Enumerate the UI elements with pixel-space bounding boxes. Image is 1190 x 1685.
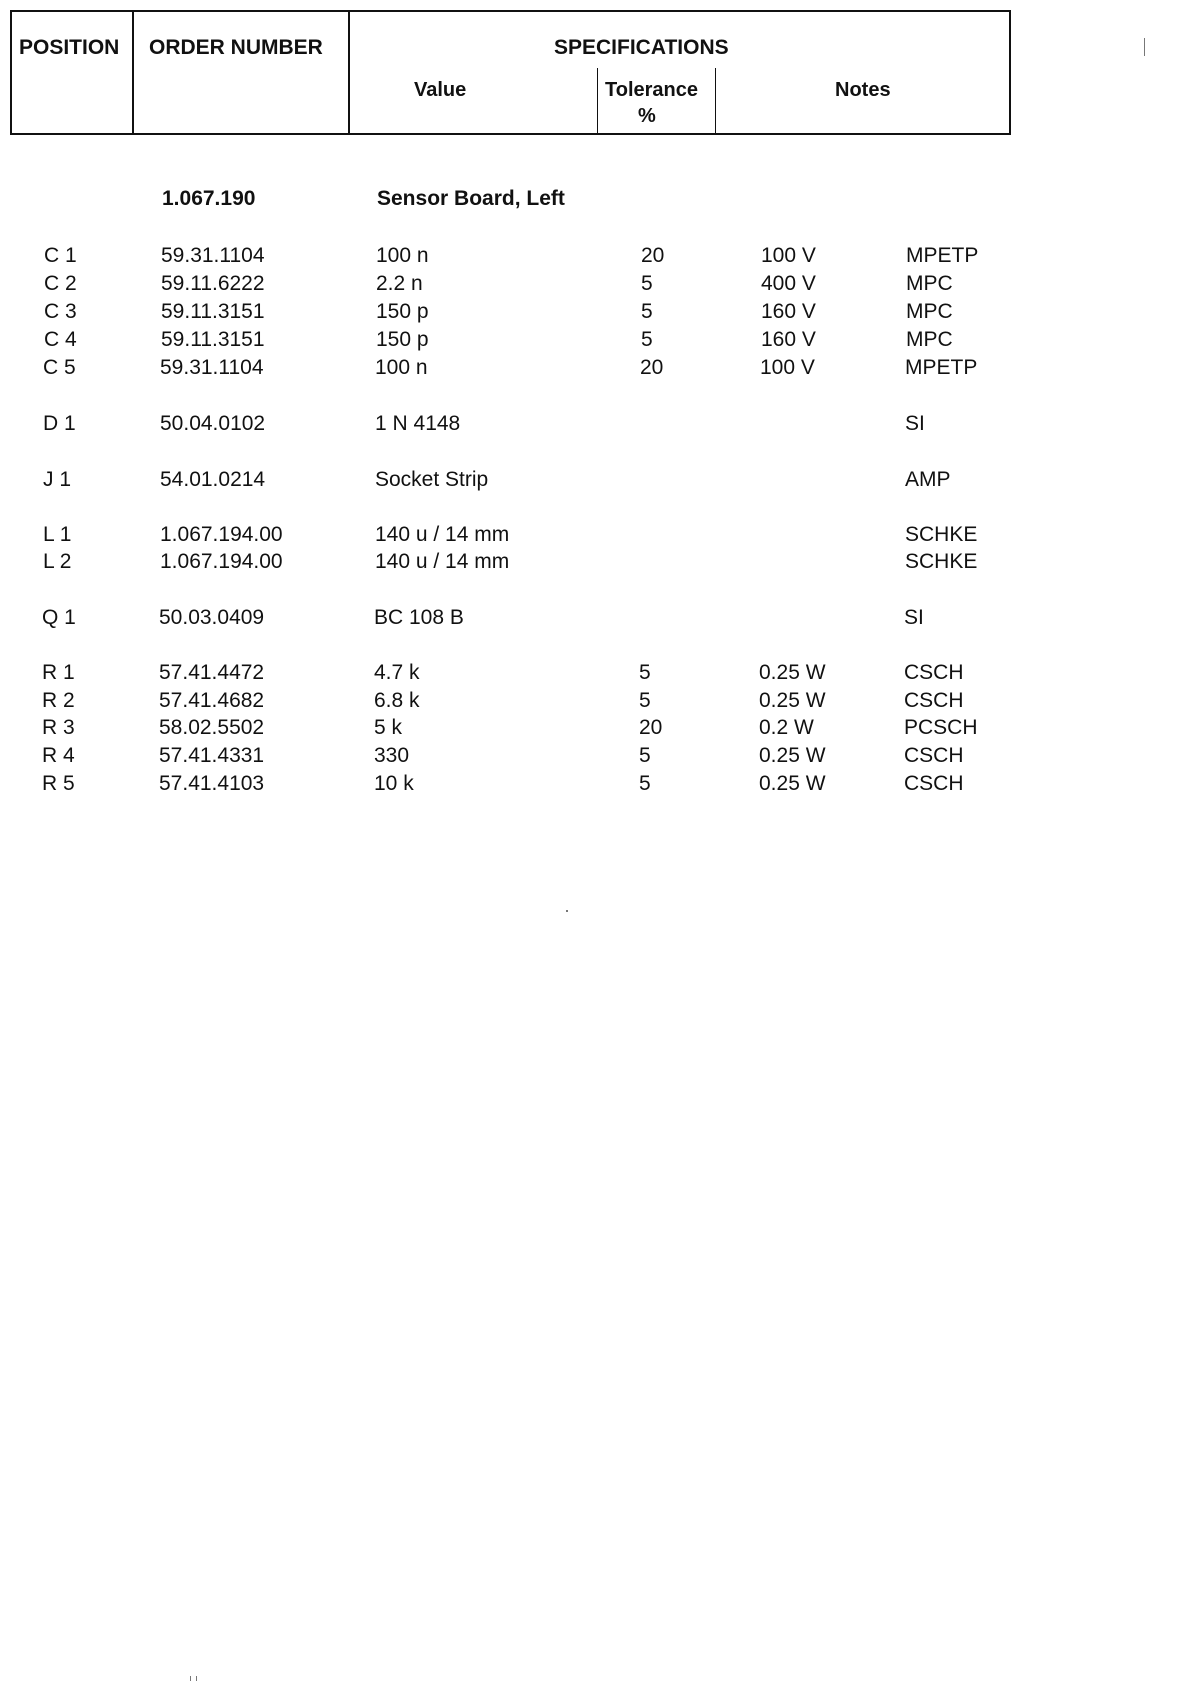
row-type: MPETP	[906, 244, 979, 267]
row-type: MPC	[906, 300, 953, 323]
row-rating: 0.25 W	[759, 689, 826, 712]
row-value: 140 u / 14 mm	[375, 523, 510, 546]
row-tolerance: 5	[639, 772, 651, 795]
scan-speck	[566, 910, 568, 912]
row-type: SCHKE	[905, 550, 978, 573]
row-order-number: 50.03.0409	[159, 606, 265, 629]
header-tolerance: Tolerance	[605, 79, 698, 101]
row-order-number: 58.02.5502	[159, 716, 265, 739]
row-rating: 0.2 W	[759, 716, 814, 739]
row-position: R 2	[42, 689, 75, 712]
row-value: 150 p	[376, 328, 429, 351]
row-position: L 1	[43, 523, 72, 546]
row-tolerance: 5	[639, 689, 651, 712]
row-order-number: 1.067.194.00	[160, 550, 283, 573]
header-divider-tolerance-right	[715, 68, 716, 135]
row-value: 2.2 n	[376, 272, 423, 295]
row-tolerance: 5	[641, 300, 653, 323]
header-position: POSITION	[19, 36, 120, 59]
row-order-number: 57.41.4682	[159, 689, 265, 712]
row-type: MPC	[906, 328, 953, 351]
row-rating: 0.25 W	[759, 744, 826, 767]
row-position: C 2	[44, 272, 77, 295]
row-tolerance: 5	[639, 744, 651, 767]
header-divider-position	[132, 10, 134, 135]
row-tolerance: 5	[641, 272, 653, 295]
row-value: 100 n	[375, 356, 428, 379]
row-type: CSCH	[904, 772, 964, 795]
row-value: 6.8 k	[374, 689, 420, 712]
row-order-number: 59.11.3151	[161, 300, 265, 323]
row-value: 140 u / 14 mm	[375, 550, 510, 573]
row-tolerance: 5	[641, 328, 653, 351]
scan-speck	[1144, 38, 1145, 56]
row-position: C 1	[44, 244, 77, 267]
header-tolerance-unit: %	[638, 105, 656, 127]
row-type: SCHKE	[905, 523, 978, 546]
row-value: 330	[374, 744, 410, 767]
board-name: Sensor Board, Left	[377, 187, 565, 210]
row-position: L 2	[43, 550, 72, 573]
row-order-number: 57.41.4472	[159, 661, 265, 684]
row-position: J 1	[43, 468, 72, 491]
row-position: C 5	[43, 356, 76, 379]
row-value: 150 p	[376, 300, 429, 323]
row-order-number: 54.01.0214	[160, 468, 266, 491]
row-position: C 4	[44, 328, 77, 351]
header-divider-order	[348, 10, 350, 135]
row-order-number: 59.11.6222	[161, 272, 265, 295]
row-rating: 400 V	[761, 272, 816, 295]
row-order-number: 50.04.0102	[160, 412, 266, 435]
row-tolerance: 20	[641, 244, 665, 267]
row-rating: 0.25 W	[759, 661, 826, 684]
row-value: BC 108 B	[374, 606, 464, 629]
row-order-number: 57.41.4103	[159, 772, 265, 795]
row-order-number: 57.41.4331	[159, 744, 265, 767]
row-tolerance: 5	[639, 661, 651, 684]
row-position: Q 1	[42, 606, 76, 629]
row-type: AMP	[905, 468, 951, 491]
row-value: Socket Strip	[375, 468, 489, 491]
row-rating: 0.25 W	[759, 772, 826, 795]
row-position: R 3	[42, 716, 75, 739]
row-type: MPETP	[905, 356, 978, 379]
row-rating: 160 V	[761, 328, 816, 351]
row-type: CSCH	[904, 744, 964, 767]
header-specifications: SPECIFICATIONS	[554, 36, 729, 59]
row-type: PCSCH	[904, 716, 978, 739]
row-tolerance: 20	[639, 716, 663, 739]
header-notes: Notes	[835, 79, 891, 101]
row-value: 5 k	[374, 716, 403, 739]
row-value: 100 n	[376, 244, 429, 267]
header-divider-tolerance-left	[597, 68, 598, 135]
row-position: C 3	[44, 300, 77, 323]
row-value: 10 k	[374, 772, 414, 795]
row-order-number: 59.31.1104	[160, 356, 264, 379]
scan-speck	[196, 1676, 197, 1681]
row-order-number: 59.31.1104	[161, 244, 265, 267]
row-tolerance: 20	[640, 356, 664, 379]
header-order-number: ORDER NUMBER	[149, 36, 323, 59]
row-rating: 100 V	[761, 244, 816, 267]
row-position: D 1	[43, 412, 76, 435]
row-type: CSCH	[904, 689, 964, 712]
row-rating: 100 V	[760, 356, 815, 379]
row-type: SI	[905, 412, 925, 435]
row-position: R 5	[42, 772, 75, 795]
row-position: R 4	[42, 744, 75, 767]
header-table	[10, 10, 1011, 135]
row-type: MPC	[906, 272, 953, 295]
row-position: R 1	[42, 661, 75, 684]
board-order-number: 1.067.190	[162, 187, 256, 210]
row-type: SI	[904, 606, 924, 629]
scan-speck	[190, 1676, 191, 1681]
row-value: 4.7 k	[374, 661, 420, 684]
row-value: 1 N 4148	[375, 412, 461, 435]
row-order-number: 59.11.3151	[161, 328, 265, 351]
header-value: Value	[414, 79, 467, 101]
row-rating: 160 V	[761, 300, 816, 323]
row-order-number: 1.067.194.00	[160, 523, 283, 546]
row-type: CSCH	[904, 661, 964, 684]
